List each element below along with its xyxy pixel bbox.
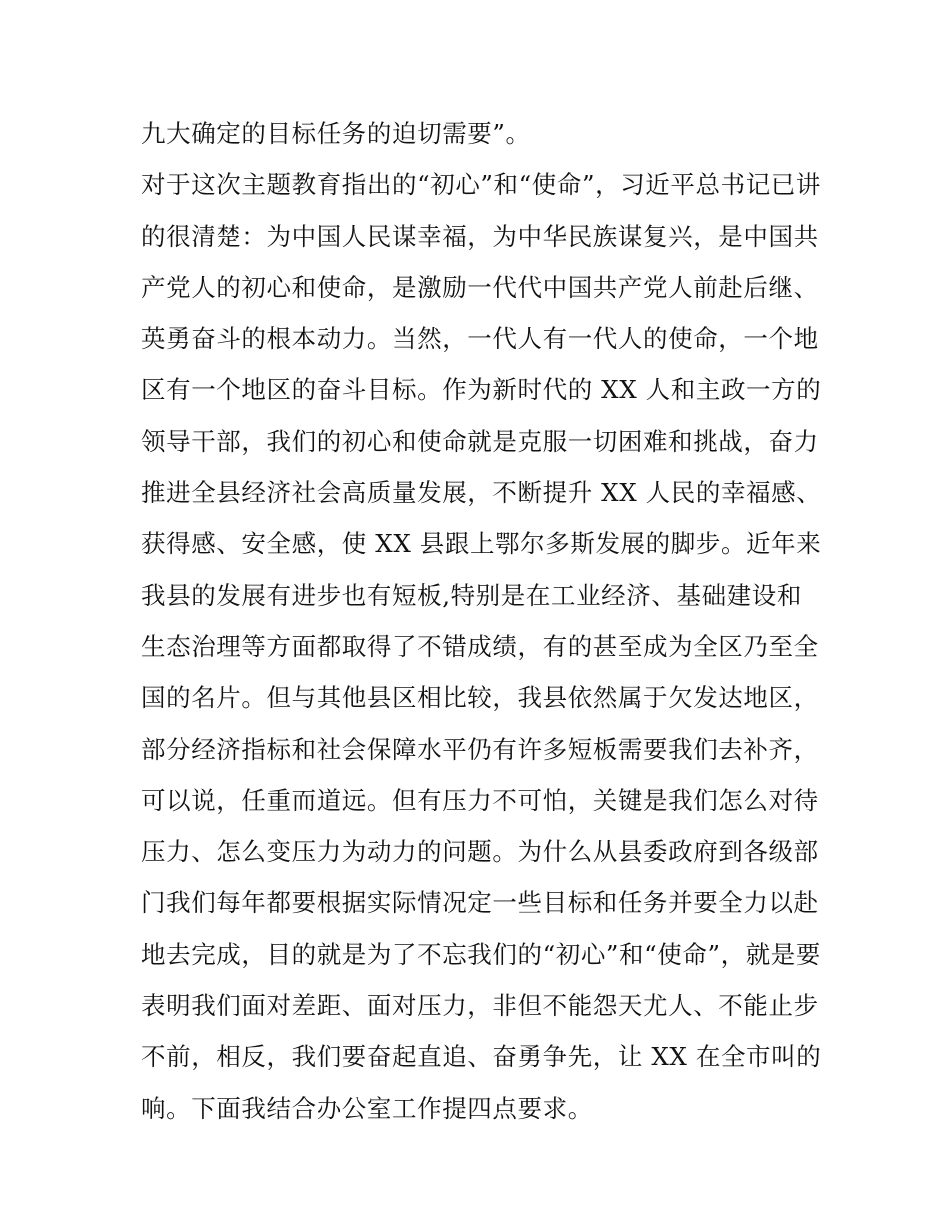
text-line-11: 生态治理等方面都取得了不错成绩，有的甚至成为全区乃至全 xyxy=(141,631,819,661)
text-line-13: 部分经济指标和社会保障水平仍有许多短板需要我们去补齐， xyxy=(141,734,819,764)
text-line-2: 对于这次主题教育指出的“初心”和“使命”，习近平总书记已讲 xyxy=(141,170,821,200)
text-line-1: 九大确定的目标任务的迫切需要”。 xyxy=(141,119,531,148)
text-line-15: 压力、怎么变压力为动力的问题。为什么从县委政府到各级部 xyxy=(141,837,819,867)
text-line-5: 英勇奋斗的根本动力。当然，一代人有一代人的使命，一个地 xyxy=(141,324,819,354)
text-line-16: 门我们每年都要根据实际情况定一些目标和任务并要全力以赴 xyxy=(141,888,819,918)
text-line-8: 推进全县经济社会高质量发展，不断提升 XX 人民的幸福感、 xyxy=(141,478,822,508)
text-line-3: 的很清楚：为中国人民谋幸福，为中华民族谋复兴，是中国共 xyxy=(141,221,819,251)
text-line-17: 地去完成，目的就是为了不忘我们的“初心”和“使命”，就是要 xyxy=(141,939,821,969)
text-line-19: 不前，相反，我们要奋起直追、奋勇争先，让 XX 在全市叫的 xyxy=(141,1042,822,1072)
text-line-7: 领导干部，我们的初心和使命就是克服一切困难和挑战，奋力 xyxy=(141,426,819,456)
text-line-20: 响。下面我结合办公室工作提四点要求。 xyxy=(141,1093,593,1123)
body-text xyxy=(141,108,821,1134)
text-line-9: 获得感、安全感，使 XX 县跟上鄂尔多斯发展的脚步。近年来 xyxy=(141,529,822,559)
text-line-14: 可以说，任重而道远。但有压力不可怕，关键是我们怎么对待 xyxy=(141,785,819,815)
text-line-4: 产党人的初心和使命，是激励一代代中国共产党人前赴后继、 xyxy=(141,272,819,302)
text-line-12: 国的名片。但与其他县区相比较，我县依然属于欠发达地区， xyxy=(141,683,819,713)
text-line-18: 表明我们面对差距、面对压力，非但不能怨天尤人、不能止步 xyxy=(141,991,819,1021)
text-line-10: 我县的发展有进步也有短板,特别是在工业经济、基础建设和 xyxy=(141,580,802,610)
text-line-6: 区有一个地区的奋斗目标。作为新时代的 XX 人和主政一方的 xyxy=(141,375,822,405)
